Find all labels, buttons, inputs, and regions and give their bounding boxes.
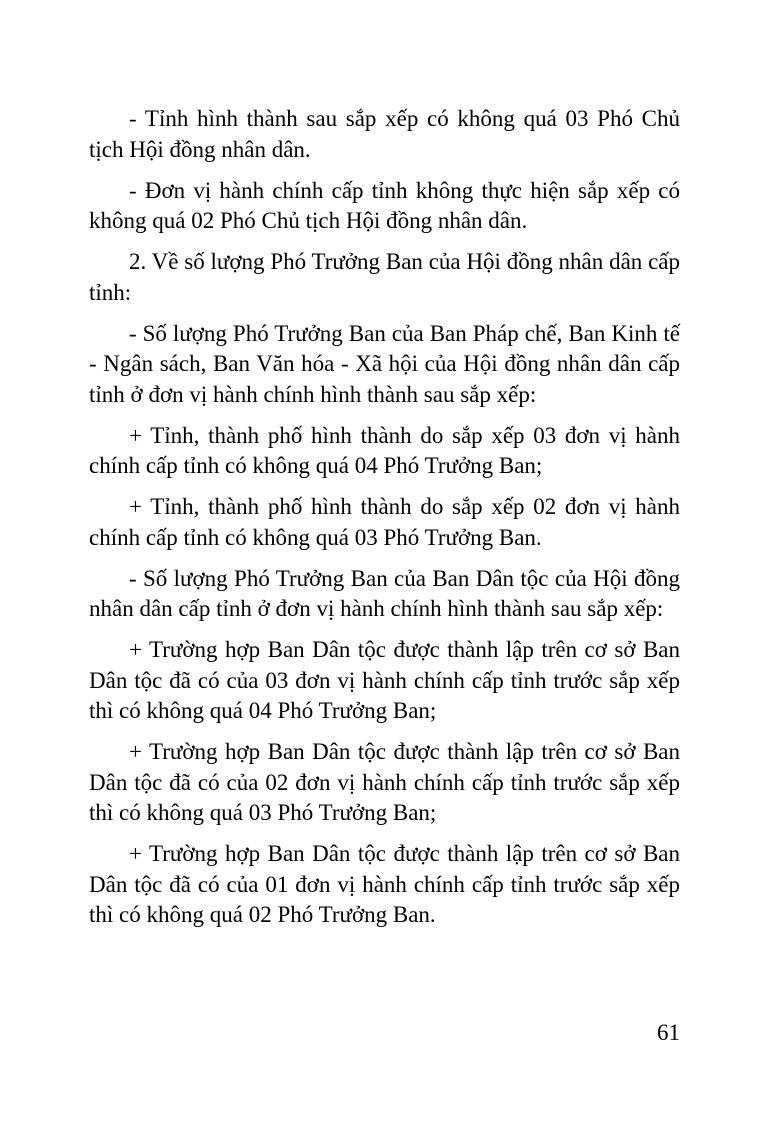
paragraph-three-units-merged: + Tỉnh, thành phố hình thành do sắp xếp 03 đơn vị hành chính cấp tỉnh có không quá 04 Phó Trưởng Ban; — [89, 422, 680, 478]
paragraph-ethnic-two-units: + Trường hợp Ban Dân tộc được thành lập trên cơ sở Ban Dân tộc đã có của 02 đơn vị hành chính cấp tỉnh trước sắp xếp thì có không quá 03 Phó Trưởng Ban; — [89, 739, 680, 825]
paragraph-deputy-heads-committees: - Số lượng Phó Trưởng Ban của Ban Pháp chế, Ban Kinh tế - Ngân sách, Ban Văn hóa - Xã hội của Hội đồng nhân dân cấp tỉnh ở đơn vị hành chính hình thành sau sắp xếp: — [89, 320, 680, 407]
paragraph-section-2-heading: 2. Về số lượng Phó Trưởng Ban của Hội đồng nhân dân cấp tỉnh: — [89, 249, 680, 305]
paragraph-ethnic-three-units: + Trường hợp Ban Dân tộc được thành lập trên cơ sở Ban Dân tộc đã có của 03 đơn vị hành chính cấp tỉnh trước sắp xếp thì có không quá 04 Phó Trưởng Ban; — [89, 637, 680, 723]
page-number: 61 — [657, 1020, 680, 1045]
page-body — [89, 104, 680, 941]
paragraph-ethnic-committee-deputies: - Số lượng Phó Trưởng Ban của Ban Dân tộc của Hội đồng nhân dân cấp tỉnh ở đơn vị hành chính hình thành sau sắp xếp: — [89, 565, 680, 621]
paragraph-two-units-merged: + Tỉnh, thành phố hình thành do sắp xếp 02 đơn vị hành chính cấp tỉnh có không quá 03 Phó Trưởng Ban. — [89, 494, 680, 550]
paragraph-deputy-chair-unmerged-province: - Đơn vị hành chính cấp tỉnh không thực hiện sắp xếp có không quá 02 Phó Chủ tịch Hội đồng nhân dân. — [89, 177, 680, 233]
paragraph-deputy-chair-merged-province: - Tỉnh hình thành sau sắp xếp có không quá 03 Phó Chủ tịch Hội đồng nhân dân. — [89, 106, 680, 162]
paragraph-ethnic-one-unit: + Trường hợp Ban Dân tộc được thành lập trên cơ sở Ban Dân tộc đã có của 01 đơn vị hành chính cấp tỉnh trước sắp xếp thì có không quá 02 Phó Trưởng Ban. — [89, 841, 680, 927]
